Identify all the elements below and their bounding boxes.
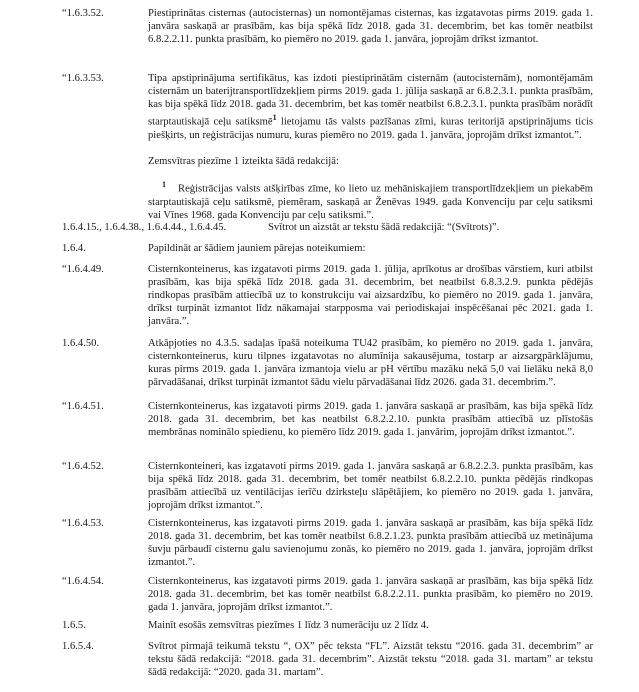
provision-number: 1.6.4. (62, 243, 86, 254)
provision-number: 1.6.5. (62, 620, 86, 631)
provision-text: Svītrot un aizstāt ar tekstu šādā redakcijā: “(Svītrots)”. (268, 222, 500, 233)
footnote-marker: 1 (162, 180, 166, 189)
provision-text: Svītrot pirmajā teikumā tekstu “, OX” pēc teksta “FL”. Aizstāt tekstu “2016. gada 31. decembrim” ar tekstu šādā redakcijā: “2018. gada 31. decembrim”. Aizstāt tekstu “2018. gada 31. martam” ar tekstu šādā redakcijā: “2020. gada 31. martam”. (148, 641, 593, 679)
provision-number: 1.6.4.15., 1.6.4.38., 1.6.4.44., 1.6.4.45. (62, 222, 227, 233)
provision-text: Piestiprinātas cisternas (autocisternas) un nomontējamas cisternas, kas izgatavotas pirms 2019. gada 1. janvāra saskaņā ar prasībām, kas bija spēkā līdz 2018. gada 31. decembrim, bet kas tomēr neatbilst 6.8.2.2.11. punkta prasībām, ko piemēro no 2019. gada 1. janvāra, joprojām drīkst izmantot. (148, 8, 593, 46)
provision-number: 1.6.4.50. (62, 338, 100, 349)
provision-text: Papildināt ar šādiem jauniem pārejas noteikumiem: (148, 243, 366, 254)
provision-number: “1.6.4.51. (62, 401, 104, 412)
provision-text: Cisternkonteineri, kas izgatavoti pirms 2019. gada 1. janvāra saskaņā ar 6.8.2.2.3. punkta prasībām, kas bija spēkā līdz 2018. gada 31. decembrim, bet tomēr neatbilst 6.8.2.2.10. punkta pēdējās rindkopas prasībām attiecībā uz ventilācijas ierīču dzirksteļu slāpētājiem, ko piemēro no 2019. gada 1. janvāra, joprojām drīkst izmantot.”. (148, 461, 593, 512)
provision-number: “1.6.3.53. (62, 73, 104, 84)
provision-number: “1.6.4.53. (62, 518, 104, 529)
provision-number: “1.6.4.52. (62, 461, 104, 472)
provision-text: Cisternkonteinerus, kas izgatavoti pirms 2019. gada 1. jūlija, aprīkotus ar drošības vārstiem, kuri atbilst prasībām, kas bija spēkā līdz 2018. gada 31. decembrim, bet neatbilst 6.8.3.2.9. punkta pēdējās rindkopas prasībām attiecībā uz to konstrukciju vai aizsardzību, ko piemēro no 2019. gada 1. janvāra, drīkst turpināt izmantot līdz nākamajai starpposma vai periodiskajai inspēcēšanai pēc 2021. gada 1. janvāra.”. (148, 264, 593, 328)
provision-text: Mainīt esošās zemsvītras piezīmes 1 līdz 3 numerāciju uz 2 līdz 4. (148, 620, 429, 631)
provision-number: “1.6.4.54. (62, 576, 104, 587)
provision-number: “1.6.3.52. (62, 8, 104, 19)
provision-text: $^1$ Reģistrācijas valsts atšķirības zīme, ko lieto uz mehāniskajiem transportlīdzekļiem un piekabēm starptautiskajā ceļu satiksmē, piemēram, saskaņā ar Ženēvas 1949. gada Konvenciju par ceļu satiksmi vai Vīnes 1968. gada Konvenciju par ceļu satiksmi.”. (148, 180, 593, 221)
provision-number: 1.6.5.4. (62, 641, 94, 652)
provision-text: Cisternkonteinerus, kas izgatavoti pirms 2019. gada 1. janvāra saskaņā ar prasībām, kas bija spēkā līdz 2018. gada 31. decembrim, bet kas tomēr neatbilst 6.8.2.1.23. punkta prasībām attiecībā uz metinājuma šuvju pārbaudī cisternu galu savienojumu zonās, ko piemēro no 2019. gada 1. janvāra, joprojām drīkst izmantot.”. (148, 518, 593, 569)
provision-number: “1.6.4.49. (62, 264, 104, 275)
provision-text: Cisternkonteinerus, kas izgatavoti pirms 2019. gada 1. janvāra saskaņā ar prasībām, kas bija spēkā līdz 2018. gada 31. decembrim, bet kas neatbilst 6.8.2.2.10. punkta prasībām attiecībā uz plīstošās membrānas nominālo spiedienu, ko piemēro līdz 2019. gada 1. janvārim, joprojām drīkst izmantot.”. (148, 401, 593, 439)
provision-text: Tipa apstiprinājuma sertifikātus, kas izdoti piestiprinātām cisternām (autocisternām), nomontējamām cisternām un baterijtransportlīdzekļiem pirms 2019. gada 1. jūlija saskaņā ar 6.8.2.3.1. punkta prasībām, kas bija spēkā līdz 2018. gada 31. decembrim, bet kas tomēr neatbilst 6.8.2.3.1. punkta prasībām norādīt starptautiskajā ceļu satiksmē$^1$ lietojamu tās valsts pazīšanas zīmi, kuras teritorijā apstiprinājums ticis piešķirts, un reģistrācijas numuru, kuras piemēro no 2019. gada 1. janvāra, joprojām drīkst izmantot.”. (148, 73, 594, 141)
provision-text: Zemsvītras piezīme 1 izteikta šādā redakcijā: (148, 156, 339, 167)
provision-text: Atkāpjoties no 4.3.5. sadaļas īpašā noteikuma TU42 prasībām, ko piemēro no 2019. gada 1. janvāra, cisternkonteinerus, kuru tilpnes izgatavotas no alumīnija sakausējuma, tostarp ar aizsargpārklājumu, kuras pirms 2019. gada 1. janvāra izmantoja vielu ar pH vērtību mazāku nekā 5,0 vai lielāku nekā 8,0 pārvadāšanai, drīkst turpināt izmantot šādu vielu pārvadāšanai līdz 2026. gada 31. decembrim.”. (148, 338, 593, 389)
provision-text: Cisternkonteinerus, kas izgatavoti pirms 2019. gada 1. janvāra saskaņā ar prasībām, kas bija spēkā līdz 2018. gada 31. decembrim, bet kas tomēr neatbilst 6.8.2.2.11. punkta prasībām, ko piemēro no 2019. gada 1. janvāra, joprojām drīkst izmantot.”. (148, 576, 593, 614)
footnote-ref: 1 (272, 113, 277, 123)
